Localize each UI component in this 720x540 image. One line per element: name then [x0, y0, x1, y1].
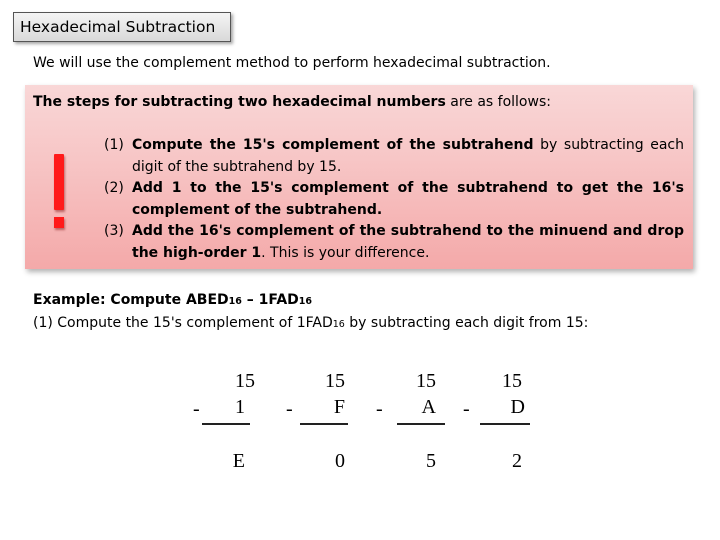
- calc-result: E: [232, 450, 245, 472]
- step-1: [104, 135, 684, 178]
- calc-rule: [202, 423, 250, 425]
- slide-title: Hexadecimal Subtraction: [13, 12, 231, 42]
- calc-result: 5: [426, 450, 436, 472]
- calc-minus: -: [463, 398, 470, 420]
- calc-result: 2: [512, 450, 522, 472]
- step-2: [104, 178, 684, 221]
- step-3: [104, 221, 684, 264]
- calc-subtrahend: D: [510, 396, 525, 418]
- step-text-rest: by subtracting each digit of the subtrahend by 15.: [132, 137, 684, 175]
- calc-rule: [300, 423, 348, 425]
- example-step-subscript: 16: [332, 319, 345, 330]
- example-subscript: 16: [298, 296, 313, 307]
- calc-rule: [480, 423, 530, 425]
- panel-heading-bold: The steps for subtracting two hexadecimal numbers: [33, 94, 446, 110]
- calc-minuend: 15: [235, 370, 255, 392]
- panel-heading: [33, 94, 551, 110]
- calc-subtrahend: F: [333, 396, 345, 418]
- step-number: (2): [104, 180, 124, 196]
- calc-minus: -: [376, 398, 383, 420]
- calc-minuend: 15: [416, 370, 436, 392]
- calc-minus: -: [286, 398, 293, 420]
- example-line: [33, 292, 312, 308]
- step-text: [132, 178, 684, 221]
- panel-heading-rest: are as follows:: [445, 94, 551, 110]
- example-step-line: [33, 315, 588, 331]
- example-step-text-a: (1) Compute the 15's complement of 1FAD: [33, 315, 333, 331]
- example-step-text-b: by subtracting each digit from 15:: [344, 315, 589, 331]
- calc-subtrahend: 1: [235, 396, 245, 418]
- exclamation-icon: [52, 154, 66, 232]
- step-number: (3): [104, 223, 124, 239]
- calc-minuend: 15: [325, 370, 345, 392]
- step-text-bold: Add 1 to the 15's complement of the subtrahend to get the 16's complement of the subtrahend.: [132, 180, 684, 218]
- step-text-rest: . This is your difference.: [261, 244, 430, 261]
- calc-result: 0: [335, 450, 345, 472]
- step-text: [132, 221, 684, 264]
- step-text: [132, 135, 684, 178]
- example-text-a: Example: Compute ABED: [33, 292, 229, 308]
- steps-list: [104, 135, 684, 264]
- calc-rule: [397, 423, 445, 425]
- calc-minus: -: [193, 398, 200, 420]
- example-subscript: 16: [228, 296, 242, 307]
- step-number: (1): [104, 137, 124, 153]
- step-text-bold: Add the 16's complement of the subtrahend to the minuend and drop the high-order 1: [132, 223, 684, 261]
- example-text-b: – 1FAD: [241, 292, 299, 308]
- calc-subtrahend: A: [421, 396, 436, 418]
- calc-minuend: 15: [502, 370, 522, 392]
- intro-text: We will use the complement method to perform hexadecimal subtraction.: [33, 55, 551, 71]
- step-text-bold: Compute the 15's complement of the subtrahend: [132, 137, 534, 153]
